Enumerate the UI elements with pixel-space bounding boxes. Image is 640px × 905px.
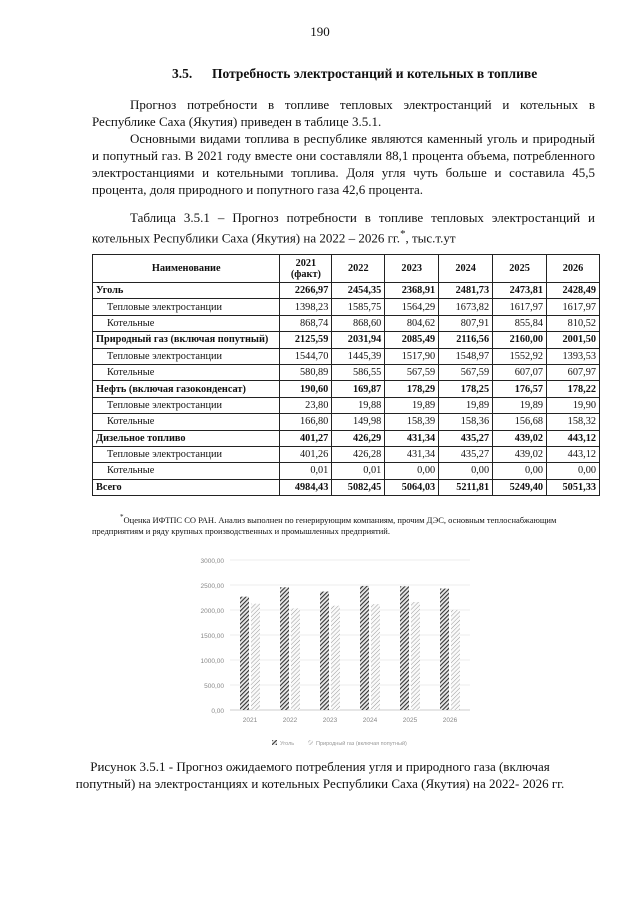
coal-bar [400,586,409,710]
table-row [93,348,600,364]
table-footnote [92,512,600,537]
row-value: 1617,97 [547,299,600,315]
row-label: Тепловые электростанции [93,446,280,462]
fuel-consumption-chart [180,556,480,756]
row-value: 2116,56 [439,332,493,348]
row-value: 1445,39 [332,348,385,364]
row-value: 166,80 [280,414,332,430]
row-label: Котельные [93,315,280,331]
row-value: 1564,29 [385,299,439,315]
coal-bar [440,589,449,710]
row-value: 567,59 [439,364,493,380]
row-value: 2473,81 [493,283,547,299]
row-value: 178,22 [547,381,600,397]
y-tick-label: 0,00 [211,708,224,715]
gas-bar [251,604,260,710]
row-value: 2001,50 [547,332,600,348]
section-number: 3.5. [172,66,193,81]
gas-bar [331,606,340,710]
row-label: Котельные [93,463,280,479]
x-tick-label: 2025 [402,717,418,724]
row-label: Котельные [93,364,280,380]
row-value: 19,89 [439,397,493,413]
row-value: 1517,90 [385,348,439,364]
row-value: 2125,59 [280,332,332,348]
row-value: 443,12 [547,446,600,462]
legend-label: Природный газ (включая попутный) [316,741,407,747]
section-heading [172,66,537,82]
table-header-cell: 2021 (факт) [280,255,332,283]
row-value: 1393,53 [547,348,600,364]
figure-caption: Рисунок 3.5.1 - Прогноз ожидаемого потребления угля и природного газа (включая попутный) на электростанциях и котельных Республики Саха (Якутия) на 2022- 2026 гг. [75,759,565,791]
table-row [93,332,600,348]
coal-bar [240,597,249,710]
y-tick-label: 1500,00 [200,633,224,640]
row-value: 19,89 [385,397,439,413]
row-value: 169,87 [332,381,385,397]
legend-label: Уголь [280,741,295,747]
row-label: Тепловые электростанции [93,299,280,315]
row-value: 5211,81 [439,479,493,495]
row-value: 439,02 [493,446,547,462]
row-value: 868,74 [280,315,332,331]
row-value: 5051,33 [547,479,600,495]
row-value: 426,28 [332,446,385,462]
row-value: 2031,94 [332,332,385,348]
x-tick-label: 2023 [322,717,338,724]
gas-bar [411,602,420,710]
row-label: Всего [93,479,280,495]
table-caption [92,209,595,246]
row-value: 158,32 [547,414,600,430]
row-value: 2160,00 [493,332,547,348]
page-number: 190 [310,24,330,39]
table-row [93,479,600,495]
row-label: Котельные [93,414,280,430]
row-value: 176,57 [493,381,547,397]
row-value: 178,29 [385,381,439,397]
row-value: 567,59 [385,364,439,380]
row-value: 5064,03 [385,479,439,495]
x-tick-label: 2022 [282,717,298,724]
row-value: 0,00 [547,463,600,479]
row-value: 19,88 [332,397,385,413]
table-header-cell: 2025 [493,255,547,283]
y-tick-label: 3000,00 [200,558,224,565]
gas-bar [291,608,300,710]
paragraph-1: Прогноз потребности в топливе тепловых электростанций и котельных в Республике Саха (Якутия) приведен в таблице 3.5.1. [92,97,595,129]
table-row [93,381,600,397]
row-value: 19,89 [493,397,547,413]
table-header-row [93,255,600,283]
row-value: 401,26 [280,446,332,462]
row-value: 2481,73 [439,283,493,299]
row-value: 0,00 [439,463,493,479]
x-tick-label: 2026 [442,717,458,724]
gas-bar [451,610,460,710]
section-title: Потребность электростанций и котельных в топливе [212,66,538,81]
row-value: 1585,75 [332,299,385,315]
row-label: Дизельное топливо [93,430,280,446]
row-value: 0,01 [332,463,385,479]
row-value: 439,02 [493,430,547,446]
row-value: 2266,97 [280,283,332,299]
row-value: 435,27 [439,446,493,462]
row-value: 586,55 [332,364,385,380]
table-row [93,283,600,299]
row-label: Уголь [93,283,280,299]
table-caption-mark: * [400,228,406,240]
row-value: 810,52 [547,315,600,331]
table-row [93,364,600,380]
coal-bar [280,587,289,710]
row-value: 0,01 [280,463,332,479]
paragraph-2: Основными видами топлива в республике являются каменный уголь и природный и попутный газ. В 2021 году вместе они составляли 88,1 процента объема, потребленного электростанциями и котельными топлива. Доля угля чуть больше и составила 45,5 процента, доля природного и попутного газа 42,6 процента. [92,131,595,197]
row-value: 607,97 [547,364,600,380]
table-caption-unit: , тыс.т.ут [405,230,456,246]
row-value: 19,90 [547,397,600,413]
row-value: 868,60 [332,315,385,331]
table-header-cell: 2026 [547,255,600,283]
row-value: 0,00 [493,463,547,479]
table-row [93,430,600,446]
row-value: 1548,97 [439,348,493,364]
legend-swatch-gas [308,740,313,745]
row-value: 580,89 [280,364,332,380]
y-tick-label: 1000,00 [200,658,224,665]
y-tick-label: 2000,00 [200,608,224,615]
row-label: Тепловые электростанции [93,348,280,364]
y-tick-label: 500,00 [204,683,224,690]
row-value: 0,00 [385,463,439,479]
row-value: 1673,82 [439,299,493,315]
table-header-cell: 2023 [385,255,439,283]
gas-bar [371,604,380,710]
x-tick-label: 2021 [242,717,258,724]
row-value: 158,39 [385,414,439,430]
row-label: Природный газ (включая попутный) [93,332,280,348]
row-value: 443,12 [547,430,600,446]
row-label: Нефть (включая газоконденсат) [93,381,280,397]
table-header-cell: Наименование [93,255,280,283]
row-value: 2454,35 [332,283,385,299]
row-value: 158,36 [439,414,493,430]
row-value: 2428,49 [547,283,600,299]
legend-swatch-coal [272,740,277,745]
row-value: 2085,49 [385,332,439,348]
table-row [93,397,600,413]
row-value: 156,68 [493,414,547,430]
row-value: 5082,45 [332,479,385,495]
row-value: 4984,43 [280,479,332,495]
table-row [93,414,600,430]
coal-bar [360,586,369,710]
footnote-mark: * [120,513,124,521]
row-value: 190,60 [280,381,332,397]
row-value: 1617,97 [493,299,547,315]
row-label: Тепловые электростанции [93,397,280,413]
row-value: 23,80 [280,397,332,413]
table-row [93,299,600,315]
row-value: 607,07 [493,364,547,380]
row-value: 401,27 [280,430,332,446]
row-value: 1544,70 [280,348,332,364]
y-tick-label: 2500,00 [200,583,224,590]
row-value: 804,62 [385,315,439,331]
table-row [93,315,600,331]
row-value: 178,25 [439,381,493,397]
table-row [93,463,600,479]
table-header-cell: 2022 [332,255,385,283]
row-value: 435,27 [439,430,493,446]
row-value: 149,98 [332,414,385,430]
footnote-text: Оценка ИФТПС СО РАН. Анализ выполнен по генерирующим компаниям, прочим ДЭС, основным теплоснабжающим предприятиям и ряду крупных производственных и промышленных предприятий. [92,514,557,536]
row-value: 855,84 [493,315,547,331]
row-value: 431,34 [385,446,439,462]
row-value: 2368,91 [385,283,439,299]
table-header-cell: 2024 [439,255,493,283]
x-tick-label: 2024 [362,717,378,724]
row-value: 1398,23 [280,299,332,315]
table-caption-text: Таблица 3.5.1 – Прогноз потребности в топливе тепловых электростанций и котельных Республики Саха (Якутия) на 2022 – 2026 гг. [92,210,595,246]
row-value: 1552,92 [493,348,547,364]
row-value: 431,34 [385,430,439,446]
coal-bar [320,592,329,710]
table-row [93,446,600,462]
row-value: 426,29 [332,430,385,446]
fuel-demand-table [92,254,600,496]
row-value: 5249,40 [493,479,547,495]
row-value: 807,91 [439,315,493,331]
